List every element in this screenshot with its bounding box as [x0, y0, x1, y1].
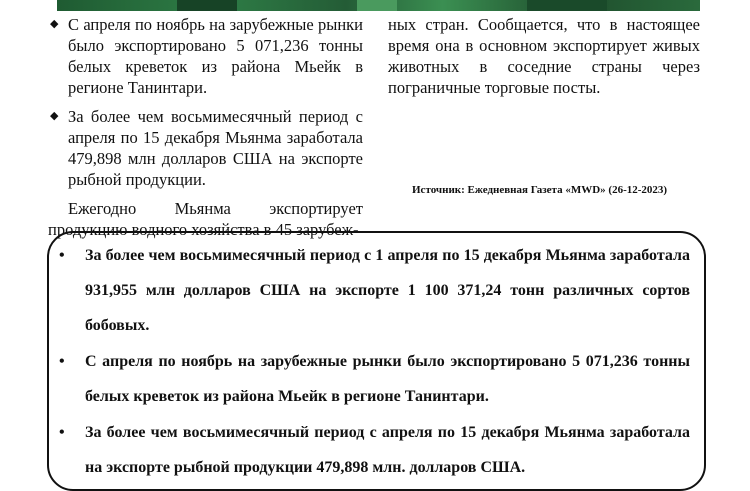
summary-list	[57, 238, 690, 486]
top-photo	[57, 0, 700, 11]
source-citation: Источник: Ежедневная Газета «MWD» (26-12-2023)	[412, 184, 668, 196]
list-item	[57, 238, 690, 343]
bullet-text: За более чем восьмимесячный период с апреля по 15 декабря Мьянма заработала на экспорте рыбной продукции 479,898 млн. долларов США.	[85, 424, 690, 476]
bullet-icon: •	[59, 353, 65, 370]
bullet-text: За более чем восьмимесячный период с апреля по 15 декабря Мьянма заработала 479,898 млн долларов США на экспорте рыбной продукции.	[68, 107, 363, 189]
list-item	[57, 344, 690, 414]
body-paragraph-continued: ных стран. Сообщается, что в настоящее время она в основном экспортирует живых животных в соседние страны через пограничные торговые посты.	[388, 15, 700, 97]
bullet-text: С апреля по ноябрь на зарубежные рынки было экспортировано 5 071,236 тонны белых креветок из района Мьейк в регионе Танинтари.	[85, 353, 690, 405]
right-column	[388, 14, 700, 98]
bullet-text: С апреля по ноябрь на зарубежные рынки было экспортировано 5 071,236 тонны белых креветок из района Мьейк в регионе Танинтари.	[68, 15, 363, 97]
list-item	[57, 415, 690, 485]
bullet-icon: •	[59, 247, 65, 264]
diamond-bullet-icon: ◆	[50, 18, 59, 30]
list-item	[48, 106, 363, 190]
list-item	[48, 14, 363, 98]
body-paragraph: Ежегодно Мьянма экспортирует продукцию водного хозяйства в 45 зарубеж-	[48, 199, 363, 239]
left-column	[48, 14, 363, 240]
diamond-bullet-icon: ◆	[50, 110, 59, 122]
bullet-text: За более чем восьмимесячный период с 1 апреля по 15 декабря Мьянма заработала 931,955 млн долларов США на экспорте 1 100 371,24 тонн различных сортов бобовых.	[85, 247, 690, 334]
bullet-icon: •	[59, 424, 65, 441]
